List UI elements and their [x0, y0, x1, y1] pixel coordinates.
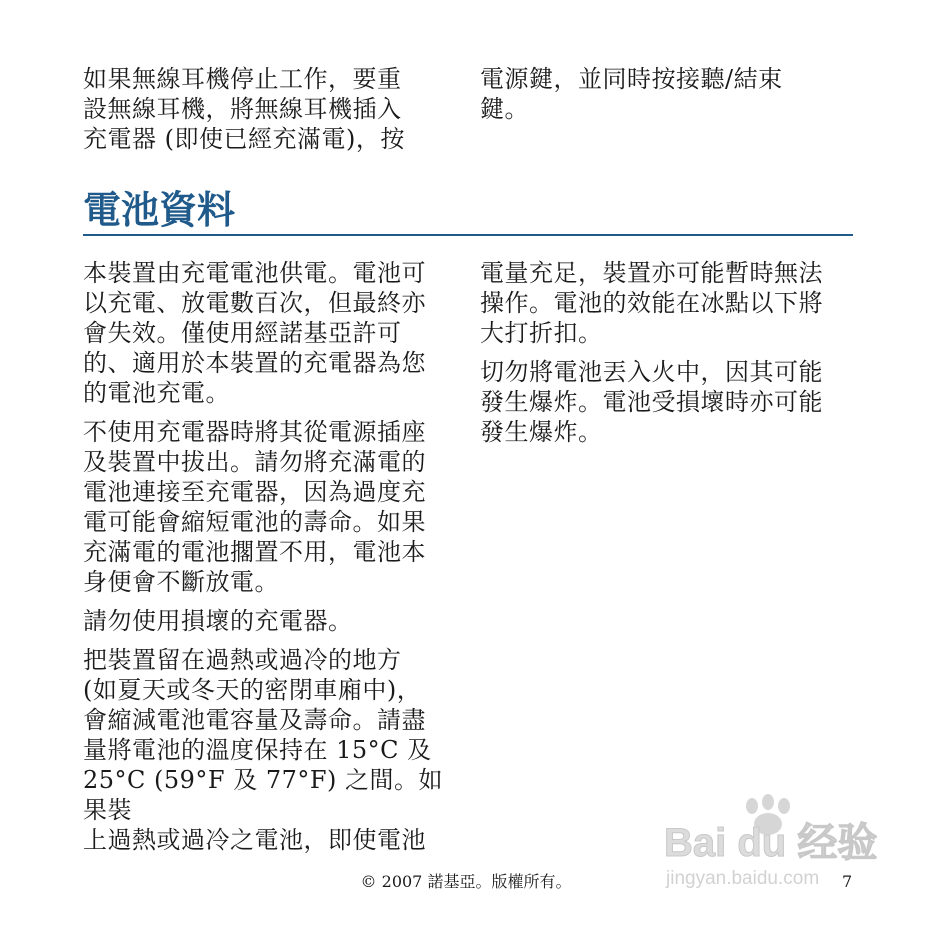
text-line: 電可能會縮短電池的壽命。如果 [83, 508, 426, 536]
body-column-left [83, 258, 455, 864]
text-line: 把裝置留在過熱或過冷的地方 [83, 646, 402, 674]
text-line: 量將電池的溫度保持在 15°C 及 [83, 736, 432, 764]
text-line: 會縮減電池電容量及壽命。請盡 [83, 706, 426, 734]
intro-paragraph-right [480, 64, 850, 133]
text-line: 及裝置中拔出。請勿將充滿電的 [83, 448, 426, 476]
text-line: 身便會不斷放電。 [83, 568, 279, 596]
text-line: 操作。電池的效能在冰點以下將 [480, 289, 823, 317]
text-line: 設無線耳機，將無線耳機插入 [83, 95, 402, 123]
paragraph [83, 645, 455, 855]
text-line: 發生爆炸。 [480, 418, 603, 446]
paragraph [480, 357, 850, 447]
paragraph [83, 258, 455, 408]
text-line: 充滿電的電池擱置不用，電池本 [83, 538, 426, 566]
body-column-right [480, 258, 850, 456]
intro-paragraph-left [83, 64, 453, 163]
text-line: 大打折扣。 [480, 319, 603, 347]
text-line: (如夏天或冬天的密閉車廂中)， [83, 676, 422, 704]
text-line: 本裝置由充電電池供電。電池可 [83, 259, 426, 287]
text-line: 電量充足，裝置亦可能暫時無法 [480, 259, 823, 287]
footer-copyright: © 2007 諾基亞。版權所有。 [360, 872, 572, 891]
text-line: 充電器 (即使已經充滿電)，按 [83, 125, 405, 153]
paragraph [83, 606, 455, 636]
heading-rule [83, 234, 853, 236]
text-line: 切勿將電池丟入火中，因其可能 [480, 358, 823, 386]
text-line: 的、適用於本裝置的充電器為您 [83, 349, 426, 377]
text-line: 不使用充電器時將其從電源插座 [83, 418, 426, 446]
page-number: 7 [842, 872, 853, 891]
paragraph [480, 258, 850, 348]
text-line: 會失效。僅使用經諾基亞許可 [83, 319, 402, 347]
section-heading: 電池資料 [83, 188, 236, 232]
text-line: 電源鍵，並同時按接聽/結束 [480, 65, 783, 93]
text-line: 25°C (59°F 及 77°F) 之間。如果裝 [83, 766, 444, 824]
text-line: 的電池充電。 [83, 379, 230, 407]
text-line: 以充電、放電數百次，但最終亦 [83, 289, 426, 317]
text-line: 請勿使用損壞的充電器。 [83, 607, 353, 635]
watermark-url: jingyan.baidu.com [666, 868, 820, 889]
paragraph [83, 417, 455, 597]
watermark-brand: Bai du 经验 [664, 821, 878, 865]
text-line: 發生爆炸。電池受損壞時亦可能 [480, 388, 823, 416]
text-line: 鍵。 [480, 95, 529, 123]
text-line: 如果無線耳機停止工作，要重 [83, 65, 402, 93]
text-line: 電池連接至充電器，因為過度充 [83, 478, 426, 506]
text-line: 上過熱或過冷之電池，即使電池 [83, 826, 426, 854]
